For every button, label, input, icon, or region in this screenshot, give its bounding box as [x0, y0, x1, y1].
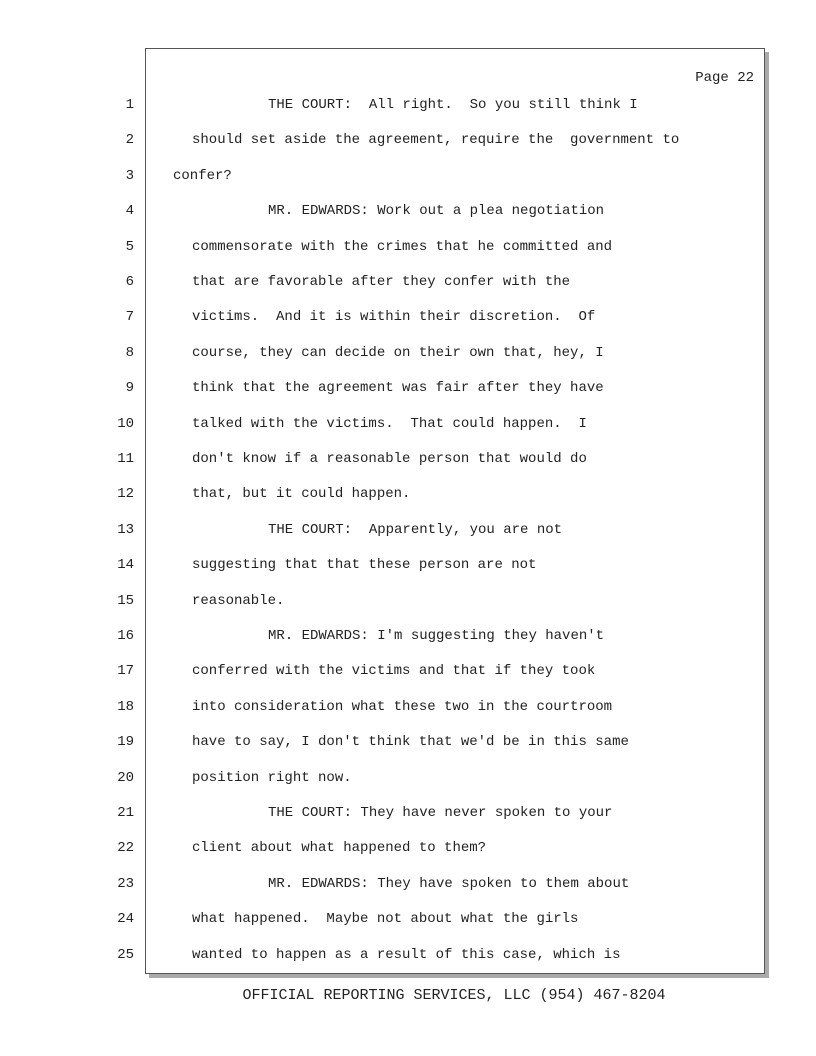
line-text: conferred with the victims and that if they took [192, 663, 596, 680]
line-text: talked with the victims. That could happen. I [192, 415, 587, 432]
line-text: THE COURT: Apparently, you are not [268, 521, 563, 538]
line-text: victims. And it is within their discretion. Of [192, 309, 596, 326]
line-text: THE COURT: All right. So you still think I [268, 97, 638, 113]
line-text: course, they can decide on their own that, hey, I [192, 344, 604, 361]
line-number: 22 [117, 840, 134, 857]
transcript-line [0, 343, 760, 363]
line-text: reasonable. [192, 592, 285, 609]
line-number: 18 [117, 698, 134, 715]
line-number: 17 [117, 663, 134, 680]
page-number: Page 22 [695, 70, 754, 86]
transcript-line [0, 626, 760, 646]
transcript-page [145, 48, 765, 974]
line-text: THE COURT: They have never spoken to your [268, 805, 613, 821]
line-number: 3 [125, 167, 134, 184]
transcript-line [0, 449, 760, 469]
line-text: what happened. Maybe not about what the girls [192, 911, 579, 928]
transcript-line [0, 484, 760, 504]
line-number: 2 [125, 132, 134, 149]
line-number: 7 [125, 309, 134, 326]
transcript-line [0, 591, 760, 611]
line-text: MR. EDWARDS: I'm suggesting they haven't [268, 628, 605, 644]
line-text: wanted to happen as a result of this case, which is [192, 946, 621, 963]
line-number: 23 [117, 875, 134, 892]
line-number: 21 [117, 805, 134, 821]
line-number: 4 [125, 203, 134, 220]
line-number: 9 [125, 380, 134, 397]
transcript-line [0, 732, 760, 752]
transcript-line [0, 130, 760, 150]
line-text: don't know if a reasonable person that would do [192, 451, 587, 467]
line-number: 14 [117, 557, 134, 574]
line-text: client about what happened to them? [192, 840, 487, 857]
line-text: into consideration what these two in the courtroom [192, 698, 613, 715]
transcript-line [0, 95, 760, 115]
line-number: 5 [125, 238, 134, 255]
transcript-line [0, 697, 760, 717]
transcript-line [0, 945, 760, 965]
transcript-line [0, 166, 760, 186]
line-number: 20 [117, 769, 134, 786]
line-number: 25 [117, 946, 134, 963]
line-text: position right now. [192, 769, 352, 786]
transcript-line [0, 768, 760, 788]
transcript-line [0, 378, 760, 398]
line-text: think that the agreement was fair after they have [192, 380, 604, 397]
transcript-line [0, 909, 760, 929]
line-number: 19 [117, 734, 134, 751]
transcript-line [0, 201, 760, 221]
line-number: 1 [125, 97, 134, 113]
line-number: 6 [125, 274, 134, 290]
line-number: 12 [117, 486, 134, 503]
transcript-line [0, 661, 760, 681]
transcript-line [0, 555, 760, 575]
transcript-line [0, 272, 760, 292]
line-number: 24 [117, 911, 134, 928]
transcript-line [0, 414, 760, 434]
reporter-footer: OFFICIAL REPORTING SERVICES, LLC (954) 467-8204 [242, 987, 666, 1004]
transcript-line [0, 307, 760, 327]
line-number: 11 [117, 451, 134, 467]
transcript-line [0, 838, 760, 858]
transcript-line [0, 874, 760, 894]
transcript-line [0, 803, 760, 823]
line-text: should set aside the agreement, require the government to [192, 132, 680, 149]
line-number: 13 [117, 521, 134, 538]
line-number: 15 [117, 592, 134, 609]
transcript-line [0, 237, 760, 257]
line-number: 8 [125, 344, 134, 361]
line-text: MR. EDWARDS: Work out a plea negotiation [268, 203, 605, 220]
line-text: that, but it could happen. [192, 486, 411, 503]
line-number: 16 [117, 628, 134, 644]
line-text: MR. EDWARDS: They have spoken to them about [268, 875, 630, 892]
line-text: suggesting that that these person are not [192, 557, 537, 574]
line-number: 10 [117, 415, 134, 432]
line-text: commensorate with the crimes that he committed and [192, 238, 613, 255]
transcript-line [0, 520, 760, 540]
line-text: confer? [173, 167, 232, 184]
line-text: that are favorable after they confer with the [192, 274, 571, 290]
line-text: have to say, I don't think that we'd be in this same [192, 734, 629, 751]
